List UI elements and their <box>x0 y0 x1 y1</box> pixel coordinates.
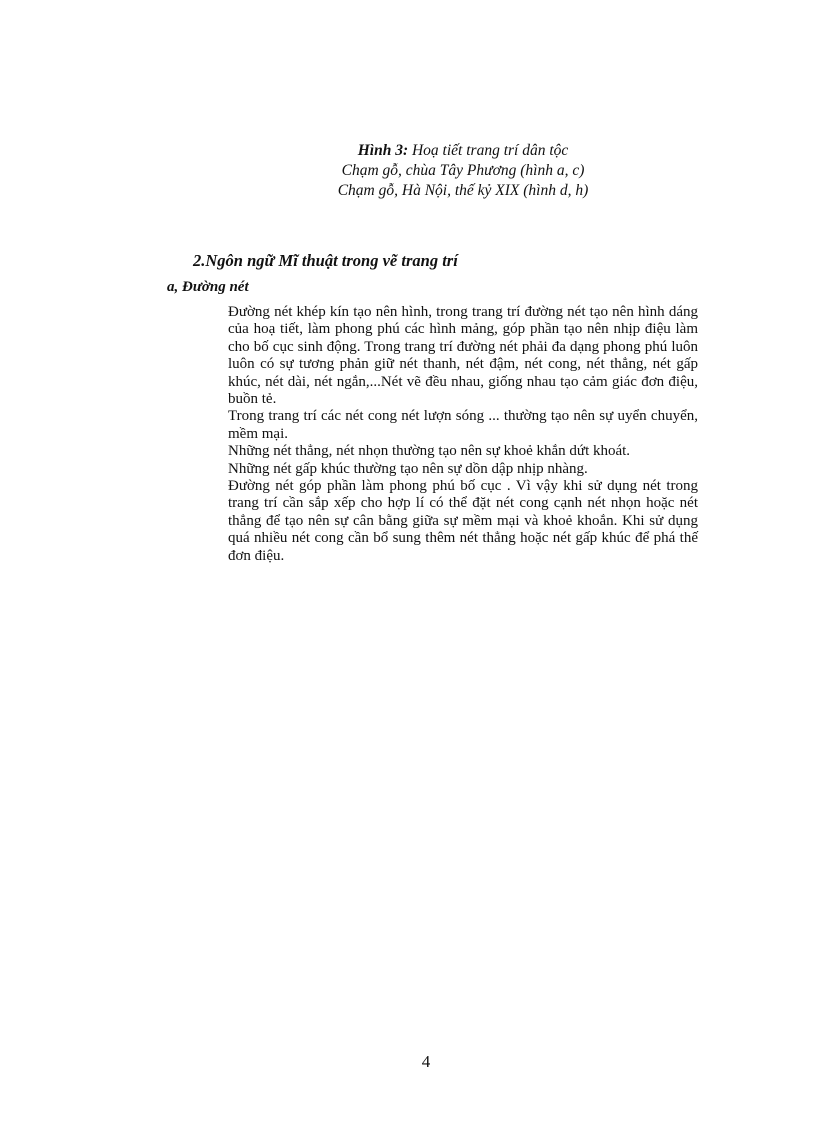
caption-line-2: Chạm gỗ, Hà Nội, thế kỷ XIX (hình d, h) <box>337 182 589 199</box>
paragraph-4: Những nét gấp khúc thường tạo nên sự dồn dập nhịp nhàng. <box>228 460 588 477</box>
figure-caption <box>0 141 816 201</box>
paragraph-3: Những nét thẳng, nét nhọn thường tạo nên sự khoẻ khắn dứt khoát. <box>228 443 631 460</box>
caption-line-1: Chạm gỗ, chùa Tây Phương (hình a, c) <box>341 162 585 179</box>
section-heading: 2.Ngôn ngữ Mĩ thuật trong vẽ trang trí <box>193 251 458 270</box>
paragraph-1: Đường nét khép kín tạo nên hình, trong trang trí đường nét tạo nên hình dáng của hoạ tiết, làm phong phú các hình mảng, góp phần tạo nên nhịp điệu làm cho bố cục sinh động. Trong trang trí đường nét phải đa dạng phong phú luôn luôn có sự tương phản giữ nét thanh, nét đậm, nét cong, nét thẳng, nét gấp khúc, nét dài, nét ngắn,...Nét vẽ đều nhau, giống nhau tạo cảm giác đơn điệu, buồn tẻ. <box>228 304 698 408</box>
sub-heading: a, Đường nét <box>167 279 249 295</box>
caption-title-line <box>0 141 816 161</box>
page-number: 4 <box>421 1052 431 1071</box>
caption-lead: Hình 3: <box>357 142 409 159</box>
paragraph-5: Đường nét góp phần làm phong phú bố cục . Vì vậy khi sử dụng nét trong trang trí cần sắp xếp cho hợp lí có thể đặt nét cong cạnh nét nhọn hoặc nét thẳng để tạo nên sự cân bằng giữa sự mềm mại và khoẻ khoắn. Khi sử dụng quá nhiều nét cong cần bổ sung thêm nét thẳng hoặc nét gấp khúc để phá thế đơn điệu. <box>228 478 698 564</box>
caption-title: Hoạ tiết trang trí dân tộc <box>411 142 569 159</box>
paragraph-2: Trong trang trí các nét cong nét lượn sóng ... thường tạo nên sự uyển chuyển, mềm mại. <box>228 408 698 442</box>
body-text <box>228 304 698 565</box>
